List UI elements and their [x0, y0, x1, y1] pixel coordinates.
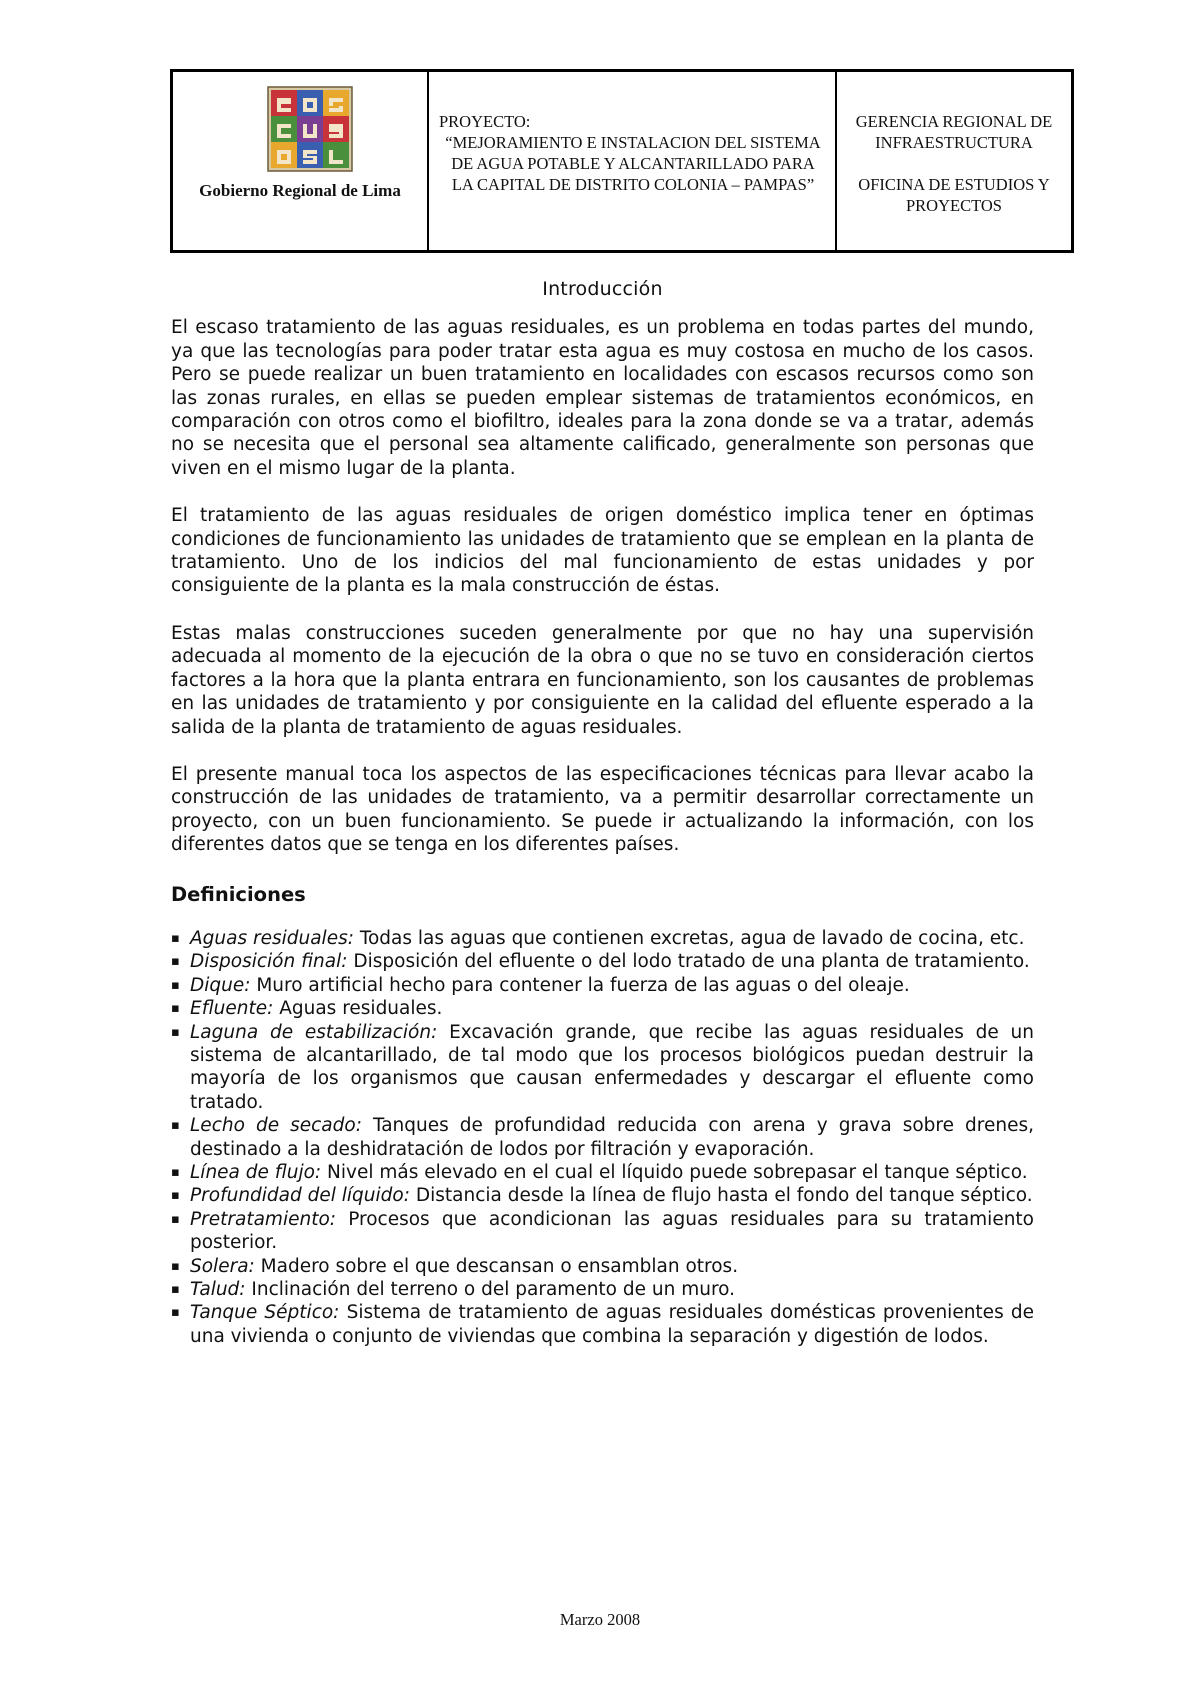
square-bullet-icon: ▪	[171, 1118, 180, 1134]
square-bullet-icon: ▪	[171, 1165, 180, 1180]
agency-name: GERENCIA REGIONAL DE INFRAESTRUCTURA	[855, 112, 1053, 152]
definition-term: Profundidad del líquido:	[190, 1185, 410, 1207]
square-bullet-icon: ▪	[171, 930, 180, 946]
agency-block	[841, 111, 1067, 216]
definition-text: Todas las aguas que contienen excretas, agua de lavado de cocina, etc.	[353, 927, 1025, 949]
definition-term: Tanque Séptico:	[190, 1302, 340, 1324]
definition-text: Muro artificial hecho para contener la fuerza de las aguas o del oleaje.	[250, 974, 910, 996]
square-bullet-icon: ▪	[171, 954, 180, 970]
definition-text: Disposición del efluente o del lodo tratado de una planta de tratamiento.	[347, 951, 1030, 973]
square-bullet-icon: ▪	[171, 1188, 180, 1204]
definition-text: Sistema de tratamiento de aguas residuales domésticas provenientes de una vivienda o conjunto de viviendas que combina la separación y digestión de lodos.	[190, 1302, 1034, 1347]
definition-item	[171, 1114, 1034, 1161]
section-title-introduccion: Introducción	[542, 278, 663, 300]
paragraph: El tratamiento de las aguas residuales de origen doméstico implica tener en óptimas condiciones de funcionamiento las unidades de tratamiento que se emplean en la planta de tratamiento. Uno de los indicios del mal funcionamiento de estas unidades y por consiguiente de la planta es la mala construcción de éstas.	[171, 505, 1034, 597]
definition-term: Línea de flujo:	[190, 1162, 322, 1183]
definition-term: Solera:	[190, 1255, 255, 1277]
paragraph: El escaso tratamiento de las aguas residuales, es un problema en todas partes del mundo, ya que las tecnologías para poder tratar esta agua es muy costosa en mucho de los casos. Pero se puede realizar un buen tratamiento en localidades con escasos recursos como son las zonas rurales, en ellas se pueden emplear sistemas de tratamientos económicos, en comparación con otros como el biofiltro, ideales para la zona donde se va a tratar, además no se necesita que el personal sea altamente calificado, generalmente son personas que viven en el mismo lugar de la planta.	[171, 317, 1034, 479]
definition-text: Excavación grande, que recibe las aguas residuales de un sistema de alcantarillado, de tal modo que los procesos biológicos puedan destruir la mayoría de los organismos que causan enfermedades y descargar el efluente como tratado.	[190, 1021, 1035, 1113]
definition-term: Talud:	[190, 1279, 246, 1301]
square-bullet-icon: ▪	[171, 977, 180, 993]
definition-text: Procesos que acondicionan las aguas residuales para su tratamiento posterior.	[190, 1208, 1034, 1254]
definition-item	[171, 974, 1034, 997]
definition-text: Inclinación del terreno o del paramento de un muro.	[245, 1279, 736, 1301]
document-body	[171, 278, 1034, 1348]
definition-item	[171, 997, 1034, 1020]
definition-text: Madero sobre el que descansan o ensamblan otros.	[254, 1255, 739, 1277]
definition-item	[171, 1184, 1034, 1207]
definition-term: Efluente:	[190, 998, 274, 1020]
definition-text: Tanques de profundidad reducida con arena y grava sobre drenes, destinado a la deshidratación de lodos por filtración y evaporación.	[190, 1115, 1034, 1160]
definition-term: Laguna de estabilización:	[190, 1021, 438, 1043]
header-table	[170, 69, 1074, 253]
definition-text: Nivel más elevado en el cual el líquido puede sobrepasar el tanque séptico.	[321, 1162, 1028, 1183]
definitions-list	[171, 927, 1034, 1348]
organization-name: Gobierno Regional de Lima	[199, 181, 401, 200]
project-title: “MEJORAMIENTO E INSTALACION DEL SISTEMA DE AGUA POTABLE Y ALCANTARILLADO PARA LA CAPITAL DE DISTRITO COLONIA – PAMPAS”	[445, 133, 821, 194]
paragraph: Estas malas construcciones suceden generalmente por que no hay una supervisión adecuada al momento de la ejecución de la obra o que no se tuvo en consideración ciertos factores a la hora que la planta entrara en funcionamiento, son los causantes de problemas en las unidades de tratamiento y por consiguiente en la calidad del efluente esperado a la salida de la planta de tratamiento de aguas residuales.	[171, 622, 1034, 738]
project-label: PROYECTO:	[439, 112, 531, 131]
definition-item	[171, 1278, 1034, 1301]
definition-item	[171, 1255, 1034, 1278]
definition-term: Dique:	[190, 974, 251, 996]
gobierno-regional-lima-logo	[265, 84, 355, 174]
definition-item	[171, 1161, 1034, 1184]
definition-item	[171, 927, 1034, 950]
definition-text: Aguas residuales.	[273, 998, 443, 1020]
paragraph: El presente manual toca los aspectos de las especificaciones técnicas para llevar acabo la construcción de las unidades de tratamiento, va a permitir desarrollar correctamente un proyecto, con un buen funcionamiento. Se puede ir actualizando la información, con los diferentes datos que se tenga en los diferentes países.	[171, 763, 1034, 856]
square-bullet-icon: ▪	[171, 1211, 180, 1227]
definition-item	[171, 1301, 1034, 1348]
office-name: OFICINA DE ESTUDIOS Y PROYECTOS	[858, 175, 1050, 215]
square-bullet-icon: ▪	[171, 1001, 180, 1017]
definition-item	[171, 950, 1034, 973]
definition-item	[171, 1208, 1034, 1255]
definition-text: Distancia desde la línea de flujo hasta el fondo del tanque séptico.	[409, 1185, 1033, 1207]
project-block	[439, 111, 827, 195]
header-project-cell	[427, 72, 835, 250]
header-agency-cell	[835, 72, 1071, 250]
definition-term: Disposición final:	[190, 951, 348, 973]
definition-item	[171, 1021, 1034, 1115]
square-bullet-icon: ▪	[171, 1305, 180, 1321]
square-bullet-icon: ▪	[171, 1258, 180, 1274]
definition-term: Aguas residuales:	[190, 927, 354, 949]
header-org-cell	[173, 72, 427, 250]
square-bullet-icon: ▪	[171, 1024, 180, 1040]
section-title-definiciones: Definiciones	[171, 882, 306, 906]
square-bullet-icon: ▪	[171, 1282, 180, 1298]
footer-date: Marzo 2008	[559, 1610, 641, 1629]
definition-term: Pretratamiento:	[190, 1208, 337, 1230]
definition-term: Lecho de secado:	[190, 1115, 362, 1137]
